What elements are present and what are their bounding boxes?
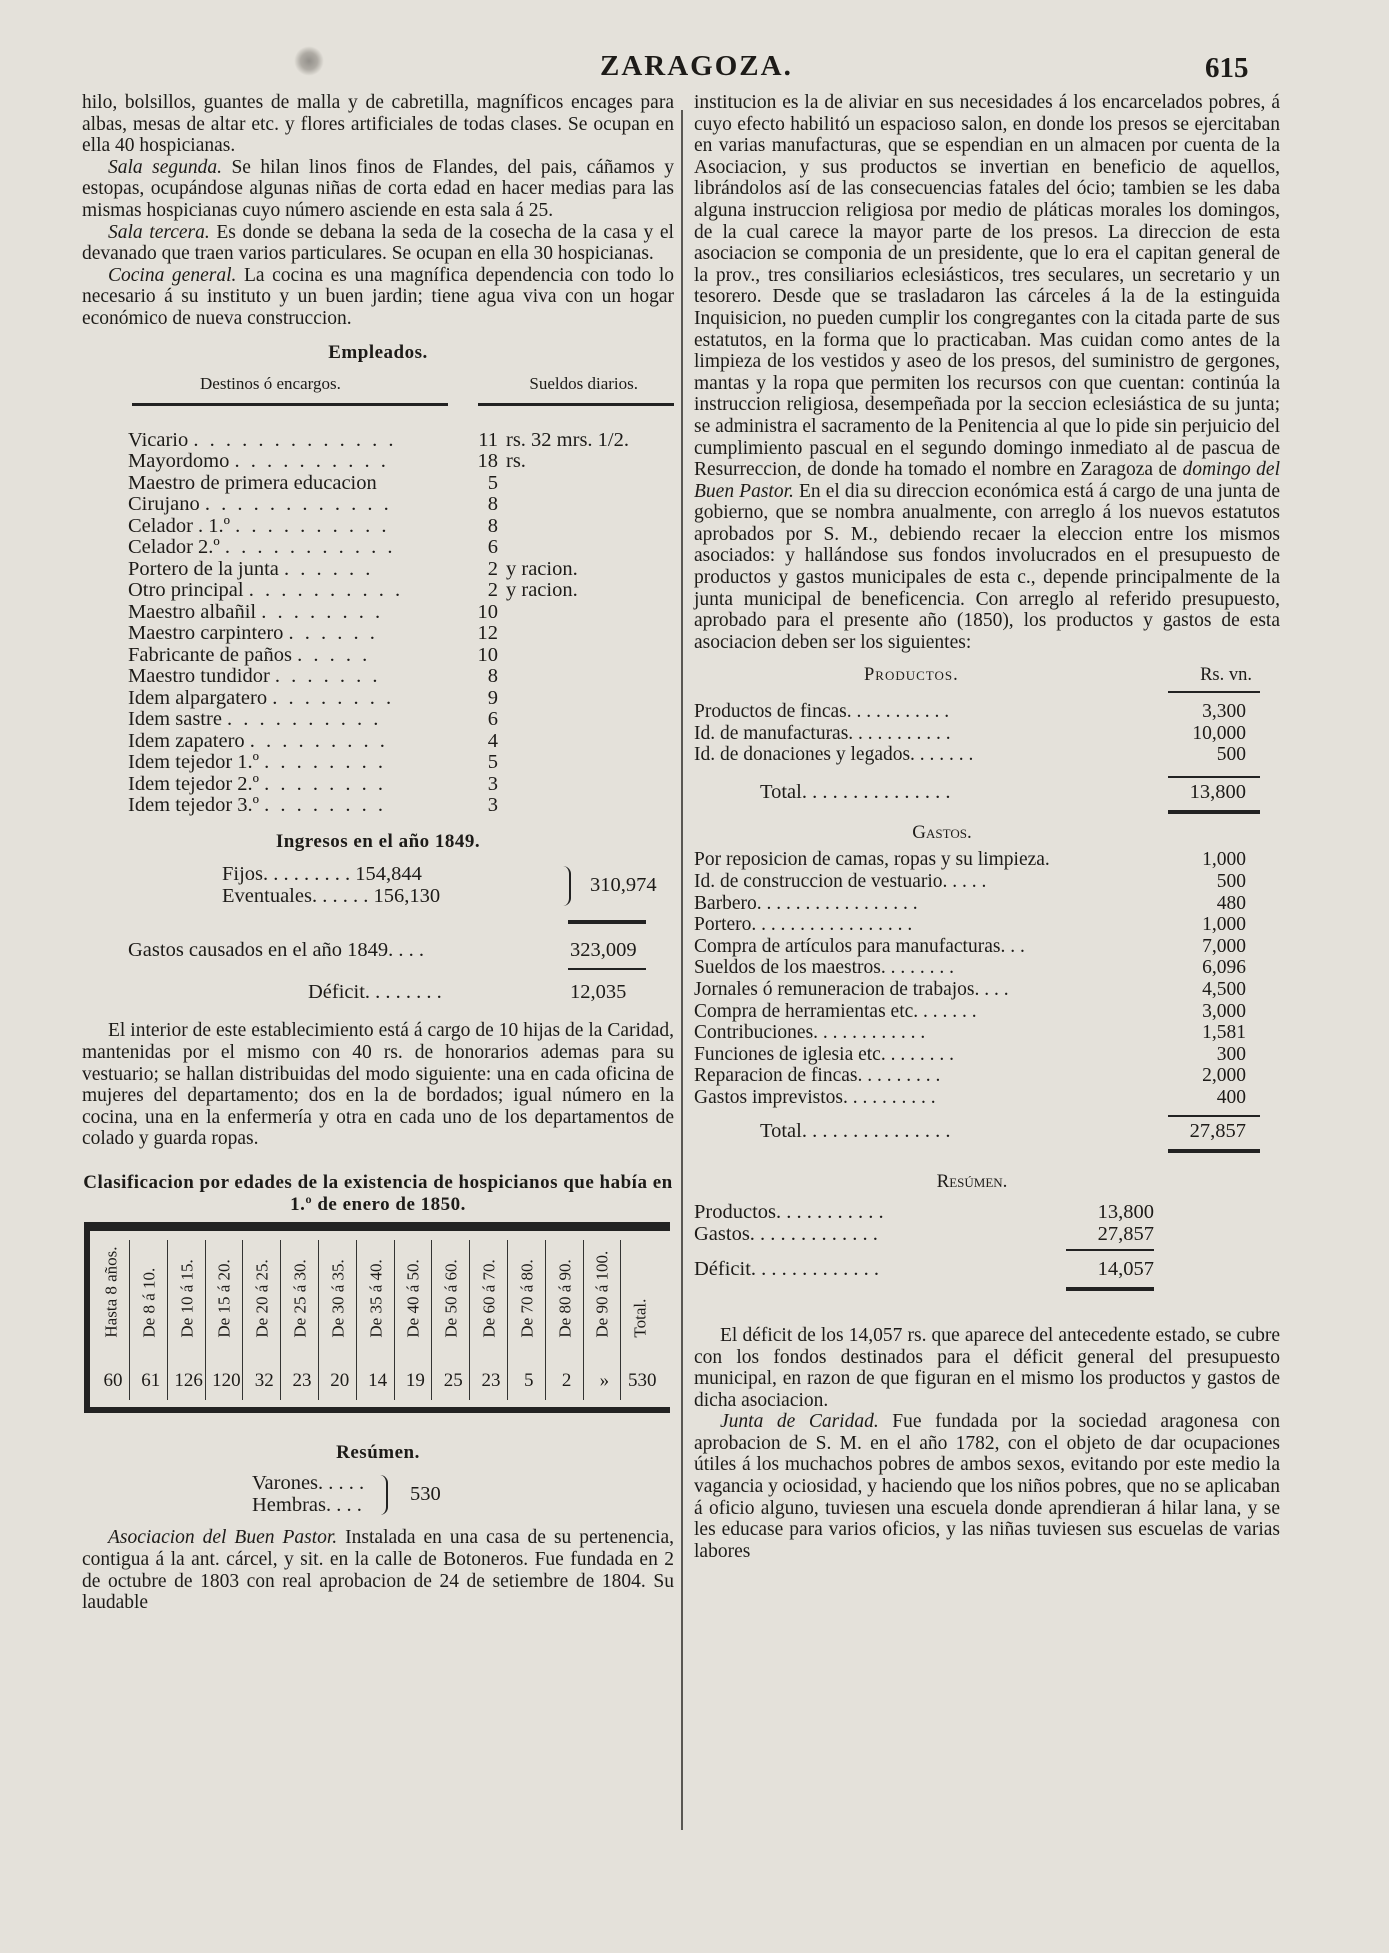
ledger-value: 400 (1216, 1086, 1246, 1108)
ledger-row (694, 1001, 1260, 1023)
ledger-row (694, 701, 1260, 723)
empleado-row (128, 451, 629, 473)
ledger-row (694, 1087, 1260, 1109)
resumen-right (694, 1202, 1154, 1291)
age-column (514, 1240, 544, 1400)
leader-dots: . . . . . . . . . . (227, 708, 382, 731)
empleado-sueldo: 12 (477, 622, 498, 645)
empleado-extra (504, 774, 629, 796)
age-label: De 80 á 90. (555, 1259, 574, 1338)
age-value: 126 (174, 1370, 203, 1392)
ledger-value: 1,000 (1202, 849, 1246, 871)
resumen-gastos-row: Gastos. . . . . . . . . . . . . 27,857 (694, 1222, 1154, 1245)
empleado-name: Celador . 1.º (128, 514, 230, 537)
age-label: De 35 á 40. (366, 1259, 385, 1338)
leader-dots: . . . . . . . . . . (235, 514, 390, 537)
gastos-row: Gastos causados en el año 1849. . . . 323,009 (128, 939, 637, 962)
age-label: De 25 á 30. (290, 1259, 310, 1338)
age-label: Hasta 8 años. (101, 1246, 121, 1338)
brace (380, 1475, 388, 1515)
empleado-row (128, 623, 629, 645)
ledger-value: 3,300 (1202, 701, 1246, 723)
ledger-label: Id. de manufacturas. . . . . . . . . . . (694, 722, 951, 744)
empleado-name: Idem tejedor 2.º (128, 772, 260, 795)
age-column (438, 1240, 468, 1400)
ledger-row (694, 957, 1260, 979)
header-rules (132, 403, 674, 406)
empleados-heading: Empleados. (328, 341, 428, 363)
ledger-label: Jornales ó remuneracion de trabajos. . . . (694, 978, 1009, 1000)
age-label: De 90 á 100. (592, 1251, 612, 1338)
gastos-heading: Gastos. (912, 821, 972, 843)
col-sueldos: Sueldos diarios. (529, 374, 638, 394)
empleado-sueldo: 18 (477, 450, 498, 473)
empleado-name: Idem tejedor 3.º (128, 794, 260, 817)
empleado-row (128, 559, 629, 581)
empleado-sueldo: 3 (487, 772, 498, 795)
ledger-value: 6,096 (1202, 957, 1246, 979)
empleado-extra: rs. 32 mrs. 1/2. (506, 428, 629, 451)
gastos-total-row: Total. . . . . . . . . . . . . . . 27,857 (760, 1119, 1246, 1142)
ledger-row (694, 1044, 1260, 1066)
empleado-row (128, 645, 629, 667)
empleado-sueldo: 6 (487, 708, 498, 731)
empleado-name: Idem zapatero (128, 729, 245, 752)
ledger-row (694, 723, 1260, 745)
empleado-sueldo: 3 (487, 794, 498, 817)
ledger-label: Barbero. . . . . . . . . . . . . . . . . (694, 892, 918, 914)
varones-row: Varones. . . . . (252, 1472, 365, 1495)
hembras-row: Hembras. . . . (252, 1493, 362, 1516)
ledger-value: 1,581 (1202, 1022, 1246, 1044)
age-value: 5 (524, 1370, 534, 1392)
empleado-extra (504, 731, 629, 753)
ledger-value: 300 (1216, 1043, 1246, 1065)
age-column (325, 1240, 355, 1400)
empleado-name: Mayordomo (128, 450, 230, 473)
paragraph: Sala segunda. Se hilan linos finos de Flandes, del pais, cáñamos y estopas, ocupándose algunas niñas de corta edad en hacer medias para las mismas hospicianas cuyo número asciende en esta sala á 25. (82, 156, 674, 221)
empleado-extra (504, 537, 629, 559)
resumen-deficit-row: Déficit. . . . . . . . . . . . . 14,057 (694, 1258, 1154, 1281)
empleado-sueldo: 6 (487, 536, 498, 559)
age-column (400, 1240, 430, 1400)
empleado-row (128, 752, 629, 774)
ledger-value: 7,000 (1202, 935, 1246, 957)
paragraph: Cocina general. La cocina es una magnífica dependencia con todo lo necesario á su instituto y un buen jardin; tiene agua viva con un hogar económico de nueva construccion. (82, 264, 674, 329)
paragraph: Junta de Caridad. Fue fundada por la sociedad aragonesa con aprobacion de S. M. en el año 1782, con el objeto de dar ocupaciones útiles á los muchachos pobres de ambos sexos, evitando por este medio la vagancia y ociosidad, y haciendo que los niños pobres, que no se aplicaban á oficio alguno, tuviesen una escuela donde aprendieran á hilar lana, y se les educase para varios oficios, y las niñas tuviesen sus escuelas de varias labores (694, 1411, 1280, 1562)
empleado-sueldo: 2 (487, 579, 498, 602)
leader-dots: . . . . . . . . . . . . . (193, 428, 397, 451)
run-in-heading: Asociacion del Buen Pastor. (108, 1527, 338, 1549)
leader-dots: . . . . . . (283, 557, 374, 580)
empleado-name: Idem alpargatero (128, 686, 268, 709)
ledger-label: Compra de artículos para manufacturas. . . (694, 935, 1025, 957)
age-label: De 60 á 70. (479, 1259, 499, 1338)
ledger-row (694, 744, 1260, 766)
ledger-row (694, 893, 1260, 915)
age-label: De 30 á 35. (328, 1259, 348, 1338)
empleado-row (128, 709, 629, 731)
productos-total-row: Total. . . . . . . . . . . . . . . 13,800 (760, 780, 1246, 803)
age-value: 32 (254, 1370, 274, 1392)
paragraph: El déficit de los 14,057 rs. que aparece del antecedente estado, se cubre con los fondos destinados para el déficit general del presupuesto municipal, en razon de que figuran en el mismo los productos y gastos de dicha asociacion. (694, 1324, 1280, 1411)
right-column (694, 92, 1280, 1562)
age-column (363, 1240, 393, 1400)
age-label: De 20 á 25. (252, 1259, 272, 1338)
age-value: 25 (443, 1370, 463, 1392)
empleado-row (128, 580, 629, 602)
ledger-row (694, 936, 1260, 958)
age-value: 530 (627, 1370, 657, 1392)
ledger-label: Reparacion de fincas. . . . . . . . . (694, 1065, 941, 1087)
age-label: De 15 á 20. (214, 1259, 234, 1338)
empleado-sueldo: 5 (487, 751, 498, 774)
empleado-extra (504, 795, 629, 817)
leader-dots: . . . . . . (288, 622, 378, 645)
empleado-sueldo: 8 (487, 493, 498, 516)
leader-dots: . . . . . . . . (264, 751, 387, 774)
ledger-label: Compra de herramientas etc. . . . . . . (694, 1000, 977, 1022)
fijos-row: Fijos. . . . . . . . . 154,844 (222, 863, 422, 886)
empleado-sueldo: 8 (487, 514, 498, 537)
empleado-name: Maestro de primera educacion (128, 471, 377, 494)
ledger-row (694, 914, 1260, 936)
ledger-row (694, 849, 1260, 871)
empleado-name: Maestro tundidor (128, 665, 270, 688)
empleado-extra (504, 516, 629, 538)
empleado-name: Cirujano (128, 493, 200, 516)
subtotal-rule (568, 968, 646, 970)
leader-dots: . . . . . . . . . . . . (204, 493, 392, 516)
ingresos-heading: Ingresos en el año 1849. (275, 830, 481, 852)
empleado-sueldo: 10 (477, 643, 498, 666)
age-column (476, 1240, 506, 1400)
empleado-row (128, 537, 629, 559)
age-value: 14 (368, 1370, 388, 1392)
ingresos-block (222, 864, 674, 916)
run-in-heading: Junta de Caridad. (720, 1411, 879, 1433)
empleado-extra (504, 645, 629, 667)
age-column (98, 1240, 128, 1400)
empleado-name: Vicario (128, 428, 189, 451)
ledger-label: Id. de donaciones y legados. . . . . . . (694, 744, 974, 766)
empleado-sueldo: 9 (487, 686, 498, 709)
run-in-heading: Sala segunda. (108, 156, 222, 178)
paragraph: institucion es la de aliviar en sus necesidades á los encarcelados pobres, á cuyo efecto habilitó un espacioso salon, en donde los presos se ejercitaban en varias manufacturas, que se espendian en un almacen por cuenta de la Asociacion, y sus productos se invertian en beneficio de aquellos, librándolos así de las consecuencias fatales del ócio; tambien se les daba alguna instruccion religiosa por medio de pláticas morales los domingos, de la cual carece la mayor parte de los presos. La direccion de esta asociacion se componia de un presidente, que lo era el capitan general de la prov., tres consiliarios eclesiásticos, tres seculares, un secretario y un tesorero. Desde que se trasladaron las cárceles á la de la estinguida Inquisicion, no pueden cumplir los congregantes con la citada parte de sus estatutos, en la forma que lo practicaban. Mas cuidan como antes de la limpieza de los vestidos y aseo de los presos, del suministro de gergones, mantas y la ropa que permiten los recursos con que cuentan: continúa la instruccion religiosa, desempeñada por la seccion eclesiástica de su junta; se administra el sacramento de la Penitencia al que lo pide sin perjuicio del cumplimiento pascual en el segundo domingo inmediato al de pascua de Resurreccion, de donde ha tomado el nombre en Zaragoza de domingo del Buen Pastor. En el dia su direccion económica está á cargo de una junta de gobierno, que se nombra anualmente, con arreglo á los nuevos estatutos aprobados por S. M., debiendo recaer la eleccion entre los mismos asociados: y hallándose sus fondos involucrados en el presupuesto de productos y gastos municipales de esta c., depende principalmente de la junta municipal de beneficencia. Con arreglo al referido presupuesto, aprobado para el presente año (1850), los productos y gastos de esta asociacion deben ser los siguientes: (694, 92, 1280, 653)
empleado-sueldo: 2 (487, 557, 498, 580)
paragraph: Sala tercera. Es donde se debana la seda de la cosecha de la casa y el devanado que traen varios particulares. Se ocupan en ella 30 hospicianas. (82, 221, 674, 265)
resumen-productos-row: Productos. . . . . . . . . . . 13,800 (694, 1201, 1154, 1224)
empleado-row (128, 731, 629, 753)
age-value: 120 (212, 1370, 241, 1392)
ledger-row (694, 871, 1260, 893)
empleado-name: Otro principal (128, 579, 244, 602)
empleado-name: Maestro albañil (128, 600, 257, 623)
age-column (174, 1240, 204, 1400)
empleado-name: Portero de la junta (128, 557, 279, 580)
ledger-row (694, 979, 1260, 1001)
empleado-extra (504, 494, 629, 516)
empleado-sueldo: 10 (477, 600, 498, 623)
empleado-row (128, 516, 629, 538)
empleado-name: Idem sastre (128, 708, 222, 731)
empleado-row (128, 795, 629, 817)
age-value: 20 (330, 1370, 350, 1392)
empleado-sueldo: 8 (487, 665, 498, 688)
empleado-extra (504, 666, 629, 688)
productos-heads (694, 665, 1280, 687)
leader-dots: . . . . . (297, 643, 371, 666)
empleado-name: Idem tejedor 1.º (128, 751, 260, 774)
empleado-extra (504, 688, 629, 710)
age-label: De 10 á 15. (177, 1259, 196, 1338)
ledger-value: 10,000 (1192, 722, 1246, 744)
empleado-extra (504, 752, 629, 774)
empleado-name: Maestro carpintero (128, 622, 284, 645)
empleado-row (128, 688, 629, 710)
brace (563, 866, 571, 906)
ledger-label: Funciones de iglesia etc. . . . . . . . (694, 1043, 954, 1065)
empleado-name: Celador 2.º (128, 536, 220, 559)
paragraph: El interior de este establecimiento está á cargo de 10 hijas de la Caridad, mantenidas por el mismo con 40 rs. de honorarios ademas para su vestuario; se hallan distribuidas del modo siguiente: una en cada oficina de mujeres del departamento; dos en la de bordados; igual número en la cocina, una en la enfermería y otra en cada uno de los departamentos de colado y guarda ropas. (82, 1020, 674, 1150)
left-column (82, 92, 674, 1614)
age-label: De 8 á 10. (139, 1268, 159, 1338)
ledger-value: 1,000 (1202, 914, 1246, 936)
paragraph: Asociacion del Buen Pastor. Instalada en una casa de su pertenencia, contigua á la ant. cárcel, y sit. en la calle de Botoneros. Fue fundada en 2 de octubre de 1803 con real aprobacion de 24 de setiembre de 1804. Su laudable (82, 1527, 674, 1614)
age-value: » (599, 1370, 610, 1392)
age-value: 19 (405, 1370, 425, 1392)
empleados-table (128, 430, 629, 817)
ink-spot (294, 46, 324, 76)
ledger-value: 3,000 (1202, 1000, 1246, 1022)
age-label: De 50 á 60. (441, 1259, 461, 1338)
gastos-list (694, 849, 1260, 1108)
productos-heading: Productos. (864, 665, 959, 686)
age-column (249, 1240, 279, 1400)
resumen-total: 530 (410, 1483, 441, 1506)
ledger-label: Id. de construccion de vestuario. . . . . (694, 871, 987, 892)
leader-dots: . . . . . . . . . . (248, 579, 404, 602)
age-label: De 70 á 80. (517, 1259, 537, 1338)
age-value: 60 (103, 1370, 123, 1392)
empleado-row (128, 473, 629, 495)
resumen-right-heading: Resúmen. (936, 1170, 1008, 1192)
leader-dots: . . . . . . . . (264, 772, 387, 795)
leader-dots: . . . . . . . . (264, 794, 387, 817)
empleado-extra: rs. (506, 450, 526, 473)
empleado-row (128, 602, 629, 624)
empleado-sueldo: 5 (487, 471, 498, 494)
empleado-extra (504, 473, 629, 495)
productos-list (694, 701, 1260, 766)
ledger-value: 480 (1216, 892, 1246, 914)
age-value: 23 (481, 1370, 501, 1392)
empleado-row (128, 666, 629, 688)
rs-vn-heading: Rs. vn. (1200, 665, 1252, 686)
ledger-value: 4,500 (1202, 978, 1246, 1000)
ledger-row (694, 1065, 1260, 1087)
age-value: 61 (141, 1370, 161, 1392)
resumen-block (252, 1473, 674, 1523)
age-value: 23 (292, 1370, 312, 1392)
run-in-heading: Sala tercera. (108, 221, 210, 243)
empleado-row (128, 774, 629, 796)
age-column (627, 1240, 657, 1400)
empleado-row (128, 494, 629, 516)
empleado-extra (504, 602, 629, 624)
column-divider (681, 110, 683, 1830)
age-column (552, 1240, 582, 1400)
empleado-extra (504, 623, 629, 645)
empleado-sueldo: 11 (478, 428, 498, 451)
leader-dots: . . . . . . . . . . . (224, 536, 396, 559)
run-in-heading: Cocina general. (108, 264, 237, 286)
leader-dots: . . . . . . . . . . (234, 450, 389, 473)
ledger-label: Contribuciones. . . . . . . . . . . . (694, 1022, 926, 1044)
leader-dots: . . . . . . . (274, 665, 381, 688)
page-number: 615 (1205, 52, 1249, 84)
age-column (287, 1240, 317, 1400)
running-title: ZARAGOZA. (600, 50, 793, 82)
ledger-label: Portero. . . . . . . . . . . . . . . . . (694, 914, 913, 936)
leader-dots: . . . . . . . . (261, 600, 384, 623)
total-rule (568, 920, 646, 924)
empleado-name: Fabricante de paños (128, 643, 292, 666)
empleado-extra (504, 709, 629, 731)
empleado-row (128, 430, 629, 452)
deficit-row: Déficit. . . . . . . . 12,035 (308, 981, 627, 1004)
col-destinos: Destinos ó encargos. (200, 374, 341, 394)
paragraph: hilo, bolsillos, guantes de malla y de cabretilla, magníficos encages para albas, mesas de altar etc. y flores artificiales de todas clases. Se ocupan en ella 40 hospicianas. (82, 92, 674, 157)
ledger-label: Productos de fincas. . . . . . . . . . . (694, 701, 950, 723)
leader-dots: . . . . . . . . . (249, 729, 388, 752)
ledger-label: Sueldos de los maestros. . . . . . . . (694, 957, 954, 979)
ledger-value: 500 (1216, 871, 1246, 892)
ledger-label: Por reposicion de camas, ropas y su limpieza. (694, 849, 1050, 871)
empleado-sueldo: 4 (487, 729, 498, 752)
empleados-column-heads (82, 369, 674, 395)
resumen-heading: Resúmen. (336, 1441, 420, 1463)
age-label: De 40 á 50. (403, 1259, 423, 1338)
age-column (211, 1240, 241, 1400)
empleado-extra: y racion. (506, 579, 578, 602)
ledger-label: Gastos imprevistos. . . . . . . . . . (694, 1086, 936, 1108)
age-label: Total. (630, 1298, 650, 1338)
empleado-extra: y racion. (506, 557, 578, 580)
ingresos-total: 310,974 (590, 874, 657, 897)
ledger-value: 2,000 (1202, 1065, 1246, 1087)
age-column (136, 1240, 166, 1400)
leader-dots: . . . . . . . . (272, 686, 395, 709)
age-column (589, 1240, 619, 1400)
age-value: 2 (561, 1370, 572, 1392)
age-table (84, 1222, 670, 1422)
clasificacion-heading: Clasificacion por edades de la existencia de hospicianos que había en 1.º de enero de 1850. (83, 1171, 673, 1215)
ledger-value: 500 (1216, 744, 1246, 766)
ledger-row (694, 1022, 1260, 1044)
eventuales-row: Eventuales. . . . . . 156,130 (222, 884, 441, 907)
